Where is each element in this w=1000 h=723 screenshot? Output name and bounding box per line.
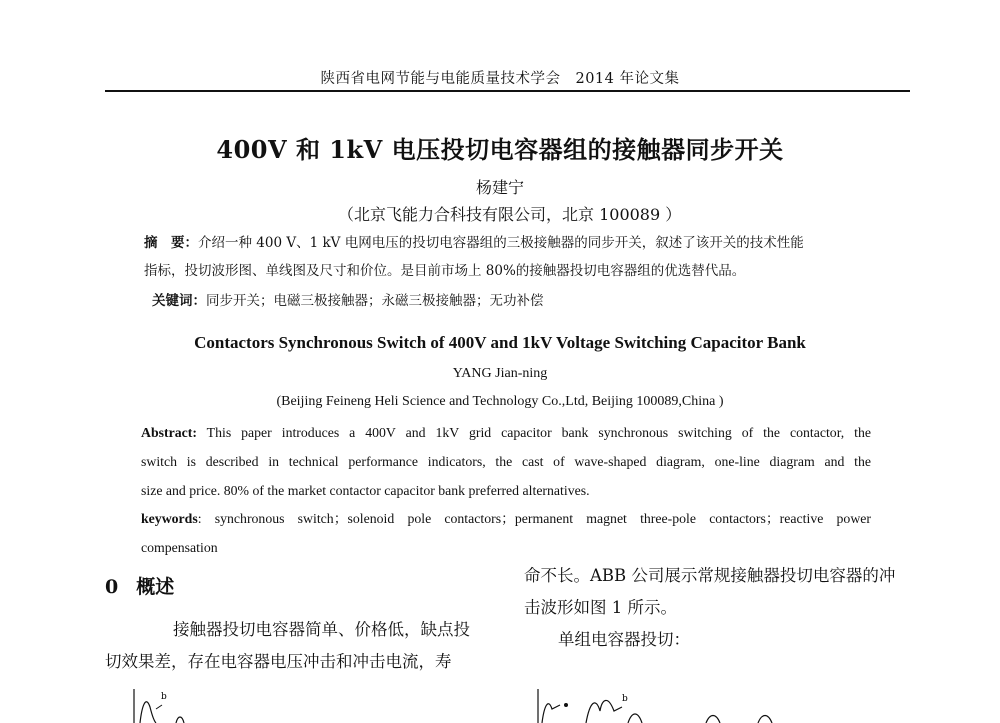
english-keywords-label: keywords — [141, 511, 198, 526]
body-right-column — [524, 560, 909, 656]
header-rule — [105, 90, 910, 92]
body-left-line-2: 切效果差，存在电容器电压冲击和冲击电流，寿 — [105, 652, 452, 671]
english-keywords-line-1: keywords: synchronous switch；solenoid pole contactors；permanent magnet three-pole contactors；reactive power — [141, 511, 871, 526]
english-title: Contactors Synchronous Switch of 400V and 1kV Voltage Switching Capacitor Bank — [194, 333, 806, 352]
author-name: 杨建宁 — [475, 178, 524, 197]
cn-abstract-line-2: 指标，投切波形图、单线图及尺寸和价位。是目前市场上 80%的接触器投切电容器组的优选替代品。 — [144, 263, 746, 279]
body-right-line-2: 击波形如图 1 所示。 — [524, 598, 677, 617]
affiliation: （北京飞能力合科技有限公司，北京 100089 ） — [338, 205, 682, 224]
cn-abstract-line-1: 摘 要：介绍一种 400 V、1 kV 电网电压的投切电容器组的三极接触器的同步开关，叙述了该开关的技术性能 — [144, 235, 804, 251]
cn-keywords — [152, 287, 882, 315]
body-left-line-1: 接触器投切电容器简单、价格低，缺点投 — [173, 620, 470, 639]
english-affiliation: (Beijing Feineng Heli Science and Technology Co.,Ltd, Beijing 100089,China ) — [276, 394, 724, 409]
english-abstract — [141, 418, 871, 505]
left-wave-trace-2 — [176, 717, 184, 723]
right-wave-trace-2 — [586, 700, 622, 723]
right-wave-trace-5 — [758, 716, 772, 723]
section-number: 0 — [105, 576, 119, 598]
cn-abstract-label: 摘 要： — [144, 235, 198, 251]
english-abstract-line-2: switch is described in technical performance indicators, the cast of wave-shaped diagram, one-line diagram and the — [141, 454, 871, 469]
cn-abstract — [144, 229, 874, 285]
right-wave-trace-1 — [542, 704, 560, 723]
waveform-figure-right — [530, 685, 830, 723]
waveform-figure-left — [120, 685, 200, 723]
body-right-line-3: 单组电容器投切： — [558, 630, 690, 649]
cn-keywords-text: 同步开关；电磁三极接触器；永磁三极接触器；无功补偿 — [206, 293, 544, 309]
right-marker-dot — [564, 703, 568, 707]
body-left-column — [105, 614, 490, 678]
paper-title: 400V 和 1kV 电压投切电容器组的接触器同步开关 — [216, 135, 784, 164]
right-wave-trace-3 — [628, 714, 642, 723]
english-author: YANG Jian-ning — [452, 366, 548, 381]
section-heading — [105, 572, 192, 599]
left-figure-label-b: b — [161, 692, 167, 702]
english-abstract-line-3: size and price. 80% of the market contactor capacitor bank preferred alternatives. — [141, 483, 590, 498]
left-wave-trace — [140, 702, 156, 723]
cn-keywords-label: 关键词： — [152, 293, 206, 309]
english-abstract-line-1: Abstract: This paper introduces a 400V and 1kV grid capacitor bank synchronous switching of the contactor, the — [141, 425, 872, 440]
body-right-line-1: 命不长。ABB 公司展示常规接触器投切电容器的冲 — [524, 566, 896, 585]
right-wave-trace-4 — [706, 716, 720, 723]
section-title: 概述 — [136, 576, 175, 598]
english-keywords-line-2: compensation — [141, 540, 218, 555]
right-figure-label-b: b — [622, 694, 628, 704]
running-header: 陕西省电网节能与电能质量技术学会 2014 年论文集 — [320, 71, 680, 87]
left-label-leader — [156, 705, 162, 709]
english-keywords — [141, 504, 871, 562]
english-abstract-label: Abstract: — [141, 425, 197, 440]
